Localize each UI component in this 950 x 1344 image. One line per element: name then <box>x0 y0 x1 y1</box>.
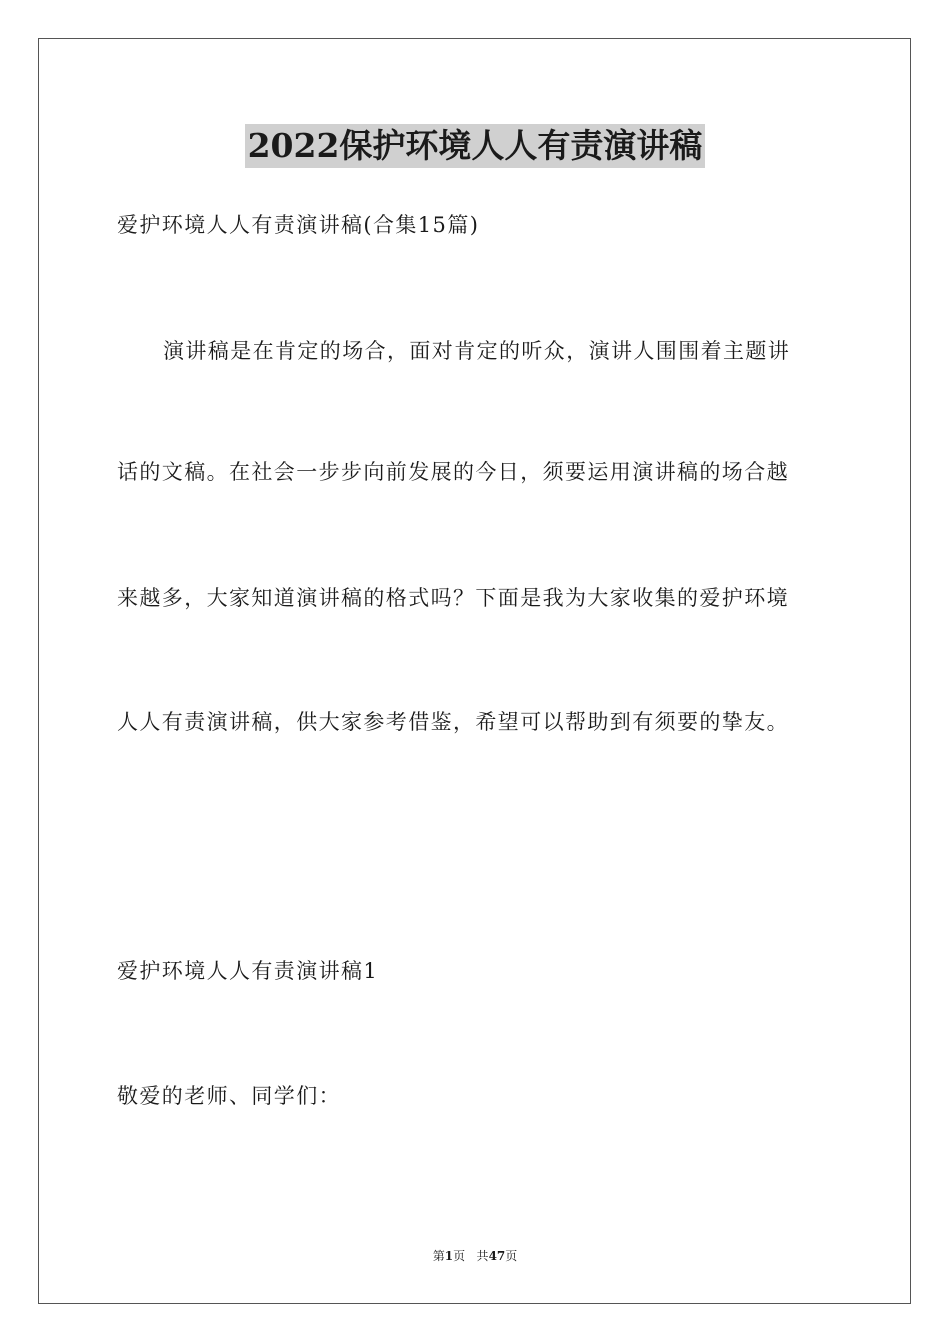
page-number: 1 <box>444 1249 454 1263</box>
intro-line-1: 演讲稿是在肯定的场合，面对肯定的听众，演讲人围围着主题讲 <box>163 339 791 363</box>
intro-line-2: 话的文稿。在社会一步步向前发展的今日，须要运用演讲稿的场合越 <box>117 460 789 484</box>
document-title: 2022保护环境人人有责演讲稿 <box>245 124 706 168</box>
total-suffix: 页 <box>505 1249 518 1263</box>
page-prefix: 第 <box>432 1249 445 1263</box>
page-footer <box>0 1248 950 1264</box>
page-suffix: 页 <box>453 1249 466 1263</box>
document-subtitle: 爱护环境人人有责演讲稿(合集15篇) <box>117 213 480 237</box>
section-heading: 爱护环境人人有责演讲稿1 <box>117 959 379 983</box>
salutation: 敬爱的老师、同学们： <box>117 1084 341 1108</box>
total-pages: 47 <box>488 1249 506 1263</box>
intro-line-4: 人人有责演讲稿，供大家参考借鉴，希望可以帮助到有须要的挚友。 <box>117 710 789 734</box>
intro-line-3: 来越多，大家知道演讲稿的格式吗？下面是我为大家收集的爱护环境 <box>117 586 789 610</box>
total-prefix: 共 <box>476 1249 489 1263</box>
title-container <box>0 124 950 168</box>
